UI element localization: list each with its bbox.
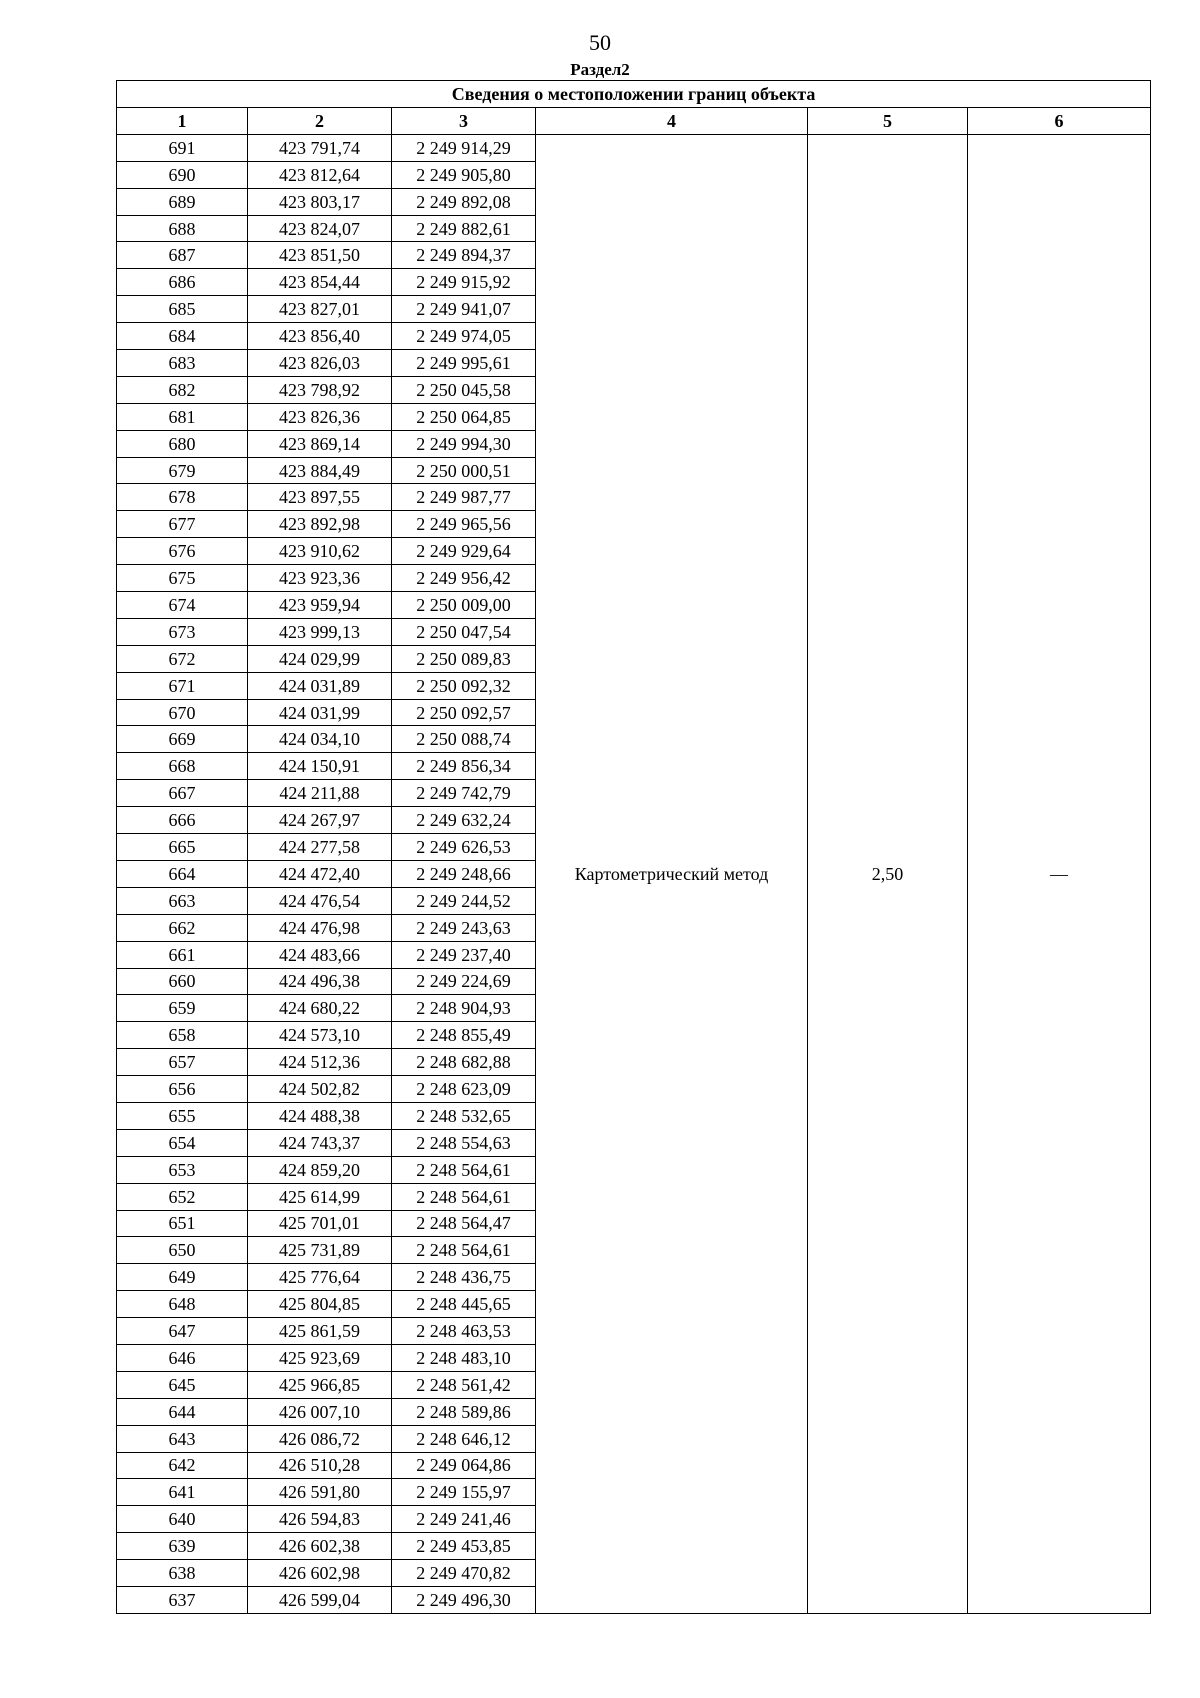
point-number-cell: 672 — [117, 645, 248, 672]
point-number-cell: 666 — [117, 807, 248, 834]
x-coordinate-cell: 424 034,10 — [248, 726, 392, 753]
x-coordinate-cell: 423 791,74 — [248, 134, 392, 161]
x-coordinate-cell: 423 851,50 — [248, 242, 392, 269]
point-number-cell: 674 — [117, 592, 248, 619]
point-number-cell: 662 — [117, 914, 248, 941]
y-coordinate-cell: 2 249 453,85 — [392, 1533, 536, 1560]
y-coordinate-cell: 2 249 974,05 — [392, 323, 536, 350]
x-coordinate-cell: 425 776,64 — [248, 1264, 392, 1291]
point-number-cell: 678 — [117, 484, 248, 511]
table-header-row — [117, 108, 1151, 135]
y-coordinate-cell: 2 248 646,12 — [392, 1425, 536, 1452]
y-coordinate-cell: 2 249 965,56 — [392, 511, 536, 538]
column-header-4: 4 — [536, 108, 808, 135]
point-number-cell: 686 — [117, 269, 248, 296]
x-coordinate-cell: 426 602,98 — [248, 1560, 392, 1587]
point-number-cell: 669 — [117, 726, 248, 753]
point-number-cell: 670 — [117, 699, 248, 726]
y-coordinate-cell: 2 249 914,29 — [392, 134, 536, 161]
x-coordinate-cell: 423 869,14 — [248, 430, 392, 457]
point-number-cell: 656 — [117, 1076, 248, 1103]
x-coordinate-cell: 423 959,94 — [248, 592, 392, 619]
point-number-cell: 667 — [117, 780, 248, 807]
y-coordinate-cell: 2 248 436,75 — [392, 1264, 536, 1291]
y-coordinate-cell: 2 248 589,86 — [392, 1398, 536, 1425]
point-number-cell: 654 — [117, 1129, 248, 1156]
point-number-cell: 676 — [117, 538, 248, 565]
y-coordinate-cell: 2 249 994,30 — [392, 430, 536, 457]
y-coordinate-cell: 2 248 445,65 — [392, 1291, 536, 1318]
column-header-2: 2 — [248, 108, 392, 135]
y-coordinate-cell: 2 249 894,37 — [392, 242, 536, 269]
point-number-cell: 659 — [117, 995, 248, 1022]
y-coordinate-cell: 2 249 496,30 — [392, 1586, 536, 1613]
point-number-cell: 643 — [117, 1425, 248, 1452]
x-coordinate-cell: 425 861,59 — [248, 1318, 392, 1345]
x-coordinate-cell: 423 826,36 — [248, 403, 392, 430]
point-number-cell: 661 — [117, 941, 248, 968]
point-number-cell: 685 — [117, 296, 248, 323]
y-coordinate-cell: 2 250 092,57 — [392, 699, 536, 726]
y-coordinate-cell: 2 249 237,40 — [392, 941, 536, 968]
y-coordinate-cell: 2 250 000,51 — [392, 457, 536, 484]
x-coordinate-cell: 426 007,10 — [248, 1398, 392, 1425]
y-coordinate-cell: 2 249 915,92 — [392, 269, 536, 296]
x-coordinate-cell: 423 826,03 — [248, 350, 392, 377]
x-coordinate-cell: 424 496,38 — [248, 968, 392, 995]
point-number-cell: 650 — [117, 1237, 248, 1264]
y-coordinate-cell: 2 248 554,63 — [392, 1129, 536, 1156]
y-coordinate-cell: 2 249 470,82 — [392, 1560, 536, 1587]
point-number-cell: 642 — [117, 1452, 248, 1479]
x-coordinate-cell: 423 827,01 — [248, 296, 392, 323]
y-coordinate-cell: 2 249 995,61 — [392, 350, 536, 377]
x-coordinate-cell: 424 211,88 — [248, 780, 392, 807]
point-number-cell: 679 — [117, 457, 248, 484]
y-coordinate-cell: 2 248 623,09 — [392, 1076, 536, 1103]
y-coordinate-cell: 2 249 244,52 — [392, 887, 536, 914]
point-number-cell: 675 — [117, 565, 248, 592]
y-coordinate-cell: 2 249 882,61 — [392, 215, 536, 242]
y-coordinate-cell: 2 248 904,93 — [392, 995, 536, 1022]
x-coordinate-cell: 424 031,89 — [248, 672, 392, 699]
point-number-cell: 688 — [117, 215, 248, 242]
y-coordinate-cell: 2 250 092,32 — [392, 672, 536, 699]
point-number-cell: 652 — [117, 1183, 248, 1210]
y-coordinate-cell: 2 248 463,53 — [392, 1318, 536, 1345]
point-number-cell: 639 — [117, 1533, 248, 1560]
x-coordinate-cell: 423 856,40 — [248, 323, 392, 350]
x-coordinate-cell: 423 824,07 — [248, 215, 392, 242]
x-coordinate-cell: 423 910,62 — [248, 538, 392, 565]
x-coordinate-cell: 424 476,54 — [248, 887, 392, 914]
x-coordinate-cell: 425 701,01 — [248, 1210, 392, 1237]
y-coordinate-cell: 2 250 045,58 — [392, 376, 536, 403]
point-number-cell: 689 — [117, 188, 248, 215]
y-coordinate-cell: 2 249 987,77 — [392, 484, 536, 511]
x-coordinate-cell: 426 602,38 — [248, 1533, 392, 1560]
x-coordinate-cell: 426 599,04 — [248, 1586, 392, 1613]
point-number-cell: 651 — [117, 1210, 248, 1237]
x-coordinate-cell: 424 267,97 — [248, 807, 392, 834]
x-coordinate-cell: 423 884,49 — [248, 457, 392, 484]
y-coordinate-cell: 2 249 248,66 — [392, 860, 536, 887]
y-coordinate-cell: 2 248 483,10 — [392, 1344, 536, 1371]
y-coordinate-cell: 2 249 929,64 — [392, 538, 536, 565]
x-coordinate-cell: 423 892,98 — [248, 511, 392, 538]
y-coordinate-cell: 2 248 564,61 — [392, 1156, 536, 1183]
point-number-cell: 655 — [117, 1102, 248, 1129]
y-coordinate-cell: 2 248 561,42 — [392, 1371, 536, 1398]
y-coordinate-cell: 2 249 241,46 — [392, 1506, 536, 1533]
column6-cell: — — [968, 134, 1151, 1613]
table-body — [117, 134, 1151, 1613]
x-coordinate-cell: 424 859,20 — [248, 1156, 392, 1183]
x-coordinate-cell: 425 923,69 — [248, 1344, 392, 1371]
x-coordinate-cell: 425 966,85 — [248, 1371, 392, 1398]
x-coordinate-cell: 423 897,55 — [248, 484, 392, 511]
y-coordinate-cell: 2 248 564,47 — [392, 1210, 536, 1237]
y-coordinate-cell: 2 249 626,53 — [392, 834, 536, 861]
point-number-cell: 653 — [117, 1156, 248, 1183]
x-coordinate-cell: 424 573,10 — [248, 1022, 392, 1049]
y-coordinate-cell: 2 249 632,24 — [392, 807, 536, 834]
x-coordinate-cell: 426 086,72 — [248, 1425, 392, 1452]
y-coordinate-cell: 2 249 224,69 — [392, 968, 536, 995]
point-number-cell: 668 — [117, 753, 248, 780]
y-coordinate-cell: 2 249 956,42 — [392, 565, 536, 592]
accuracy-cell: 2,50 — [808, 134, 968, 1613]
y-coordinate-cell: 2 250 088,74 — [392, 726, 536, 753]
x-coordinate-cell: 425 731,89 — [248, 1237, 392, 1264]
x-coordinate-cell: 424 029,99 — [248, 645, 392, 672]
point-number-cell: 683 — [117, 350, 248, 377]
point-number-cell: 663 — [117, 887, 248, 914]
x-coordinate-cell: 425 614,99 — [248, 1183, 392, 1210]
point-number-cell: 658 — [117, 1022, 248, 1049]
x-coordinate-cell: 424 031,99 — [248, 699, 392, 726]
point-number-cell: 637 — [117, 1586, 248, 1613]
y-coordinate-cell: 2 249 742,79 — [392, 780, 536, 807]
x-coordinate-cell: 423 999,13 — [248, 618, 392, 645]
column-header-5: 5 — [808, 108, 968, 135]
y-coordinate-cell: 2 249 892,08 — [392, 188, 536, 215]
y-coordinate-cell: 2 250 089,83 — [392, 645, 536, 672]
x-coordinate-cell: 424 512,36 — [248, 1049, 392, 1076]
point-number-cell: 646 — [117, 1344, 248, 1371]
point-number-cell: 687 — [117, 242, 248, 269]
column-header-6: 6 — [968, 108, 1151, 135]
y-coordinate-cell: 2 249 941,07 — [392, 296, 536, 323]
x-coordinate-cell: 426 594,83 — [248, 1506, 392, 1533]
x-coordinate-cell: 424 483,66 — [248, 941, 392, 968]
x-coordinate-cell: 423 923,36 — [248, 565, 392, 592]
point-number-cell: 638 — [117, 1560, 248, 1587]
point-number-cell: 671 — [117, 672, 248, 699]
y-coordinate-cell: 2 248 532,65 — [392, 1102, 536, 1129]
y-coordinate-cell: 2 250 009,00 — [392, 592, 536, 619]
x-coordinate-cell: 423 854,44 — [248, 269, 392, 296]
x-coordinate-cell: 424 472,40 — [248, 860, 392, 887]
point-number-cell: 681 — [117, 403, 248, 430]
point-number-cell: 690 — [117, 161, 248, 188]
point-number-cell: 640 — [117, 1506, 248, 1533]
table-caption: Сведения о местоположении границ объекта — [117, 81, 1151, 108]
method-cell: Картометрический метод — [536, 134, 808, 1613]
y-coordinate-cell: 2 249 243,63 — [392, 914, 536, 941]
page-number: 50 — [589, 30, 611, 55]
x-coordinate-cell: 423 798,92 — [248, 376, 392, 403]
column-header-3: 3 — [392, 108, 536, 135]
x-coordinate-cell: 424 150,91 — [248, 753, 392, 780]
section-label: Раздел2 — [570, 60, 630, 79]
y-coordinate-cell: 2 248 682,88 — [392, 1049, 536, 1076]
y-coordinate-cell: 2 249 856,34 — [392, 753, 536, 780]
x-coordinate-cell: 424 502,82 — [248, 1076, 392, 1103]
point-number-cell: 664 — [117, 860, 248, 887]
y-coordinate-cell: 2 249 905,80 — [392, 161, 536, 188]
point-number-cell: 677 — [117, 511, 248, 538]
point-number-cell: 682 — [117, 376, 248, 403]
x-coordinate-cell: 423 812,64 — [248, 161, 392, 188]
x-coordinate-cell: 423 803,17 — [248, 188, 392, 215]
point-number-cell: 691 — [117, 134, 248, 161]
x-coordinate-cell: 425 804,85 — [248, 1291, 392, 1318]
column-header-1: 1 — [117, 108, 248, 135]
y-coordinate-cell: 2 249 064,86 — [392, 1452, 536, 1479]
x-coordinate-cell: 424 476,98 — [248, 914, 392, 941]
table-caption-row — [117, 81, 1151, 108]
x-coordinate-cell: 424 488,38 — [248, 1102, 392, 1129]
y-coordinate-cell: 2 249 155,97 — [392, 1479, 536, 1506]
x-coordinate-cell: 424 680,22 — [248, 995, 392, 1022]
boundary-coordinates-table — [116, 80, 1151, 1614]
x-coordinate-cell: 426 510,28 — [248, 1452, 392, 1479]
y-coordinate-cell: 2 250 064,85 — [392, 403, 536, 430]
point-number-cell: 644 — [117, 1398, 248, 1425]
point-number-cell: 660 — [117, 968, 248, 995]
point-number-cell: 645 — [117, 1371, 248, 1398]
point-number-cell: 648 — [117, 1291, 248, 1318]
point-number-cell: 665 — [117, 834, 248, 861]
point-number-cell: 673 — [117, 618, 248, 645]
y-coordinate-cell: 2 248 564,61 — [392, 1237, 536, 1264]
point-number-cell: 657 — [117, 1049, 248, 1076]
x-coordinate-cell: 424 743,37 — [248, 1129, 392, 1156]
y-coordinate-cell: 2 250 047,54 — [392, 618, 536, 645]
point-number-cell: 641 — [117, 1479, 248, 1506]
point-number-cell: 649 — [117, 1264, 248, 1291]
point-number-cell: 680 — [117, 430, 248, 457]
point-number-cell: 684 — [117, 323, 248, 350]
y-coordinate-cell: 2 248 855,49 — [392, 1022, 536, 1049]
y-coordinate-cell: 2 248 564,61 — [392, 1183, 536, 1210]
point-number-cell: 647 — [117, 1318, 248, 1345]
x-coordinate-cell: 426 591,80 — [248, 1479, 392, 1506]
x-coordinate-cell: 424 277,58 — [248, 834, 392, 861]
table-row — [117, 134, 1151, 161]
